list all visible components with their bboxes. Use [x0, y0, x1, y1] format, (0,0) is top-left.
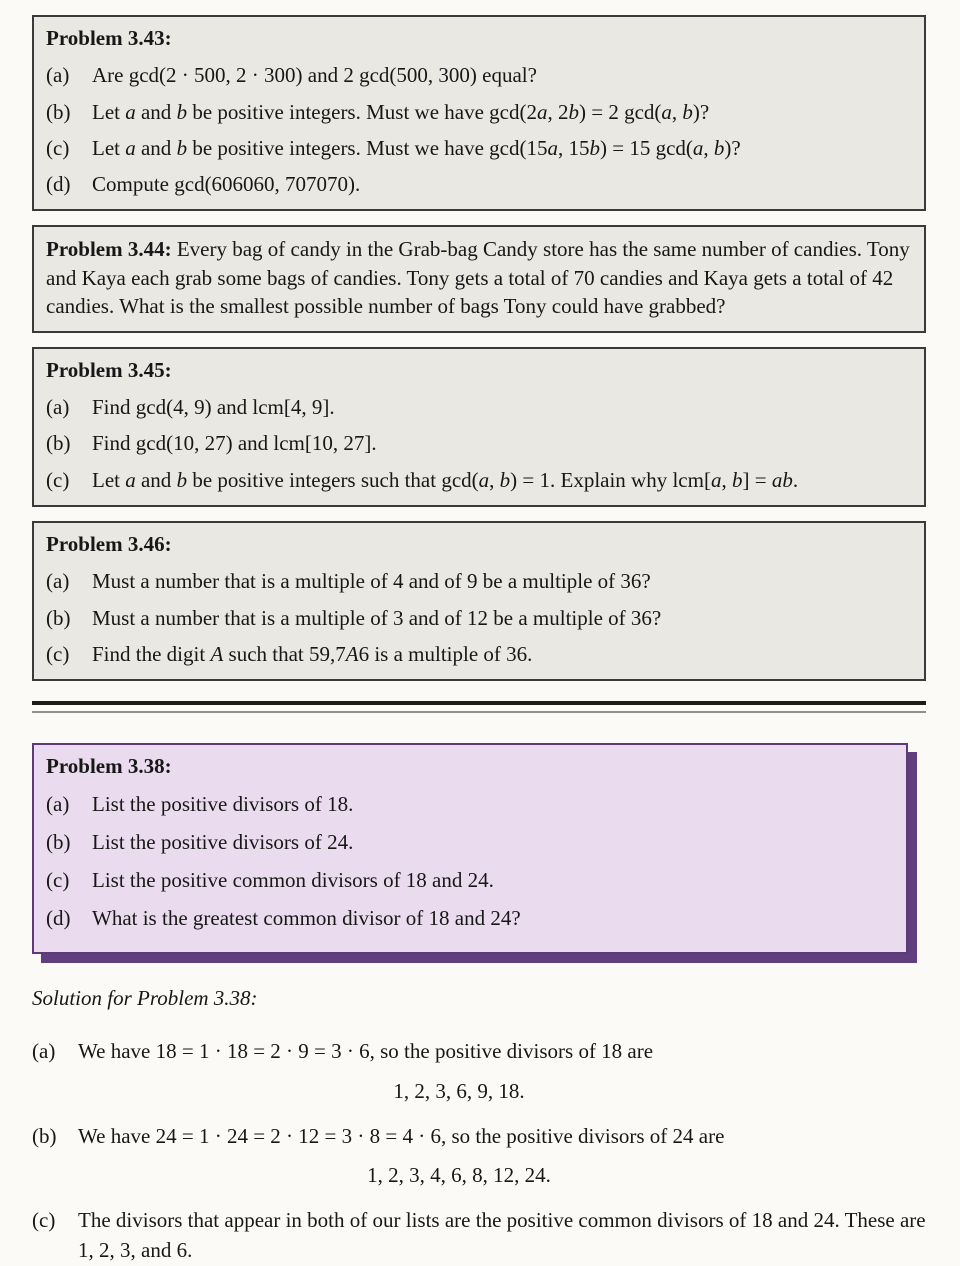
text-run: Are gcd(2 · 500, 2 · 300) and 2 gcd(500, 300) equal? — [92, 63, 537, 88]
problem-statement — [46, 235, 912, 319]
problem-title: Problem 3.45: — [46, 357, 172, 382]
part-label: (a) — [32, 1038, 56, 1063]
part-label: (c) — [46, 641, 70, 666]
part-label: (d) — [46, 906, 71, 931]
problem-title: Problem 3.38: — [46, 754, 172, 779]
text-run: , — [671, 99, 683, 124]
text-run: be positive integers such that gcd( — [187, 467, 479, 492]
problem-part — [46, 171, 912, 198]
solution-part-row — [32, 1122, 926, 1152]
text-run: be positive integers. Must we have gcd(2 — [187, 99, 537, 124]
problem-box-3.38 — [32, 743, 908, 953]
math-variable: a — [710, 467, 722, 492]
text-run: Find gcd(4, 9) and lcm[4, 9]. — [92, 395, 335, 420]
text-run: ) = 1. Explain why lcm[ — [510, 467, 711, 492]
problem-part — [46, 829, 894, 856]
math-variable: a — [478, 467, 490, 492]
part-text — [78, 1122, 926, 1152]
centered-math-line: 1, 2, 3, 4, 6, 8, 12, 24. — [367, 1163, 551, 1188]
problem-box-3.43 — [32, 15, 926, 211]
math-variable: a — [536, 99, 548, 124]
problem-box-3.44 — [32, 225, 926, 332]
part-text — [92, 905, 894, 932]
part-label: (b) — [32, 1123, 57, 1148]
part-label: (a) — [46, 63, 70, 88]
part-text — [92, 867, 894, 894]
math-variable: b — [713, 135, 725, 160]
text-run: ) = 15 gcd( — [599, 135, 693, 160]
text-run: ) = 2 gcd( — [578, 99, 662, 124]
math-variable: b — [682, 99, 693, 124]
math-variable: b — [176, 467, 188, 492]
text-run: List the positive common divisors of 18 and 24. — [92, 868, 494, 893]
part-label: (b) — [46, 99, 71, 124]
part-text — [78, 1037, 926, 1067]
part-label: (a) — [46, 791, 70, 816]
text-run: We have 18 = 1 · 18 = 2 · 9 = 3 · 6, so the positive divisors of 18 are — [78, 1038, 654, 1063]
part-label: (a) — [46, 569, 70, 594]
text-run: Must a number that is a multiple of 4 and of 9 be a multiple of 36? — [92, 569, 651, 594]
math-variable: a — [692, 135, 704, 160]
problem-title: Problem 3.44: — [46, 237, 172, 262]
text-run: ] = — [742, 467, 772, 492]
problem-box-3.46 — [32, 521, 926, 681]
text-run: , — [489, 467, 500, 492]
centered-math-line: 1, 2, 3, 6, 9, 18. — [393, 1078, 525, 1103]
text-run: , — [703, 135, 714, 160]
text-run: We have 24 = 1 · 24 = 2 · 12 = 3 · 8 = 4 · 6, so the positive divisors of 24 are — [78, 1123, 725, 1148]
problems-section — [32, 15, 926, 681]
problem-part — [46, 641, 912, 668]
text-run: such that 59,7 — [223, 641, 346, 666]
problem-part — [46, 99, 912, 126]
solution-part-row — [32, 1206, 926, 1266]
text-run: Let — [92, 99, 126, 124]
text-run: Find the digit — [92, 641, 211, 666]
text-run: , 2 — [547, 99, 569, 124]
part-label: (c) — [32, 1208, 56, 1233]
text-run: and — [135, 99, 177, 124]
math-variable: a — [125, 467, 136, 492]
part-label: (a) — [46, 395, 70, 420]
problem-title: Problem 3.46: — [46, 532, 172, 557]
problem-part — [46, 394, 912, 421]
text-run: Let — [92, 467, 126, 492]
problem-part — [46, 62, 912, 89]
part-label: (d) — [46, 172, 71, 197]
math-variable: b — [176, 135, 188, 160]
part-text — [92, 99, 912, 126]
math-variable: b — [568, 99, 579, 124]
text-run: Must a number that is a multiple of 3 and of 12 be a multiple of 36? — [92, 605, 662, 630]
math-variable: b — [176, 99, 188, 124]
text-run: , 15 — [557, 135, 590, 160]
problem-title: Problem 3.43: — [46, 26, 172, 50]
solution-part-row — [32, 1037, 926, 1067]
text-run: be positive integers. Must we have gcd(15 — [187, 135, 548, 160]
text-run: . — [792, 467, 799, 492]
part-text — [92, 467, 912, 494]
math-variable: b — [731, 467, 743, 492]
text-run: , — [721, 467, 732, 492]
problem-part — [46, 135, 912, 162]
text-run: Every bag of candy in the Grab-bag Candy store has the same number of candies. Tony and Kaya each grab some bags of candies. Tony gets a total of 70 candies and Kaya gets a total of 42 candies. What is the smallest possible number of bags Tony could have grabbed? — [46, 237, 910, 318]
math-variable: A — [345, 641, 359, 666]
solution-part — [32, 1122, 926, 1189]
text-run: 6 is a multiple of 36. — [358, 641, 533, 666]
solution-parts — [32, 1037, 926, 1266]
solution-part — [32, 1037, 926, 1104]
math-variable: b — [499, 467, 511, 492]
text-run: Let — [92, 135, 126, 160]
math-variable: A — [210, 641, 224, 666]
text-run: )? — [692, 99, 710, 124]
text-run: List the positive divisors of 18. — [92, 791, 354, 816]
part-label: (c) — [46, 467, 70, 492]
problem-part — [46, 605, 912, 632]
text-run: and — [135, 135, 177, 160]
part-text — [92, 568, 912, 595]
part-text — [92, 135, 912, 162]
text-run: )? — [724, 135, 741, 160]
part-text — [92, 171, 912, 198]
part-text — [92, 641, 912, 668]
problem-part — [46, 867, 894, 894]
math-variable: a — [125, 135, 136, 160]
math-variable: a — [661, 99, 672, 124]
part-label: (b) — [46, 605, 71, 630]
part-label: (c) — [46, 135, 70, 160]
part-text — [92, 394, 912, 421]
text-run: and — [135, 467, 177, 492]
text-run: Compute gcd(606060, 707070). — [92, 172, 361, 197]
problem-part — [46, 430, 912, 457]
highlighted-problem-section — [32, 743, 926, 953]
text-run: What is the greatest common divisor of 18 and 24? — [92, 906, 521, 931]
part-text — [92, 829, 894, 856]
math-variable: a — [547, 135, 558, 160]
part-text — [92, 430, 912, 457]
part-label: (b) — [46, 829, 71, 854]
text-run: The divisors that appear in both of our lists are the positive common divisors of 18 and 24. These are 1, 2, 3, and 6. — [78, 1208, 926, 1263]
math-variable: b — [589, 135, 600, 160]
part-text — [92, 605, 912, 632]
solution-section — [32, 986, 926, 1266]
problem-part — [46, 791, 894, 818]
solution-part — [32, 1206, 926, 1266]
text-run: Find gcd(10, 27) and lcm[10, 27]. — [92, 431, 377, 456]
section-divider-double-rule — [32, 701, 926, 713]
part-label: (c) — [46, 868, 70, 893]
part-text — [78, 1206, 926, 1266]
part-text — [92, 791, 894, 818]
part-text — [92, 62, 912, 89]
problem-part — [46, 905, 894, 932]
problem-box-3.45 — [32, 347, 926, 507]
problem-part — [46, 568, 912, 595]
solution-heading: Solution for Problem 3.38: — [32, 985, 258, 1010]
math-variable: ab — [771, 467, 793, 492]
math-variable: a — [125, 99, 136, 124]
problem-part — [46, 467, 912, 494]
part-label: (b) — [46, 431, 71, 456]
text-run: List the positive divisors of 24. — [92, 829, 354, 854]
